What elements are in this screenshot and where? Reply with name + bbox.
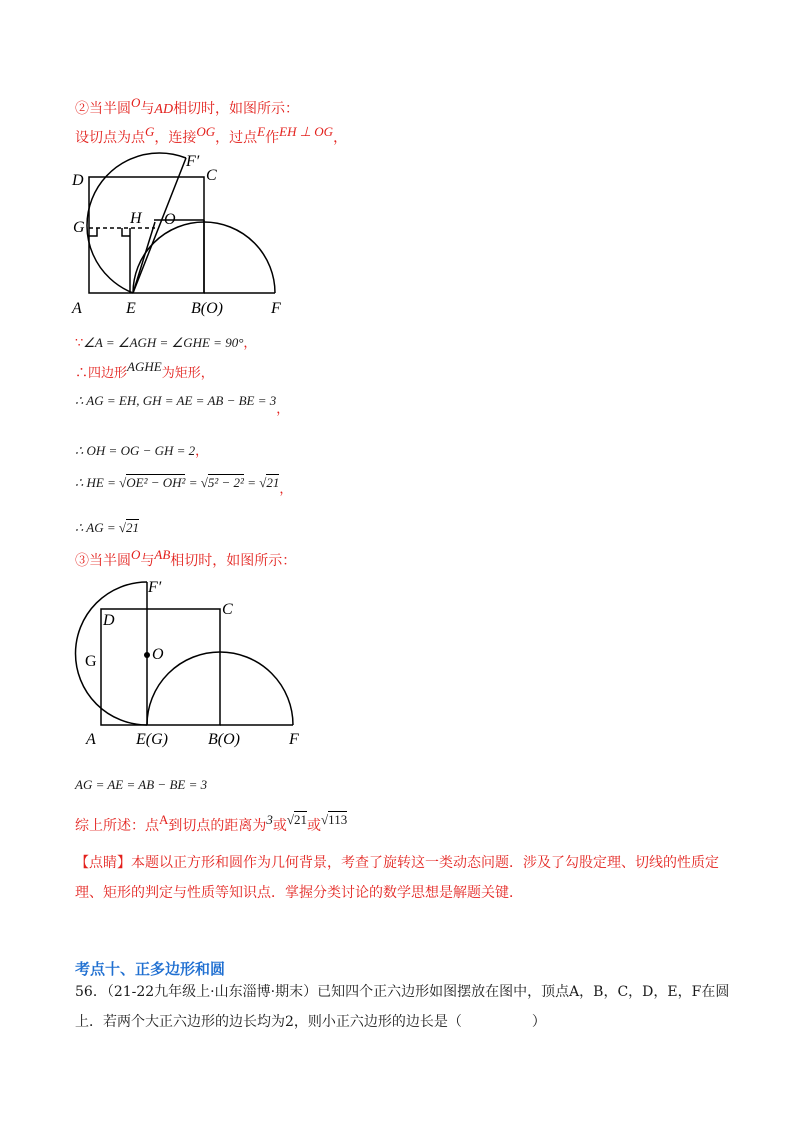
label-h: H	[130, 210, 142, 227]
setup-part3: ，过点	[215, 130, 258, 146]
step-he-d: 5² − 2²	[207, 475, 244, 490]
step-ag-eh-post: ，	[276, 402, 290, 417]
label-f-prime: F′	[186, 153, 200, 170]
case2-title-suffix: 相切时，如图所示：	[173, 101, 300, 117]
label-g: G	[73, 219, 85, 236]
case2-title-ad: AD	[154, 102, 174, 117]
figure2-diagram	[0, 570, 800, 760]
step-angles-post: ，	[243, 336, 257, 351]
label2-f: F	[289, 731, 299, 748]
step-case3-math: AG = AE = AB − BE = 3	[75, 777, 208, 792]
step-angles-pre: ∵	[75, 336, 84, 351]
step-ag-a: ∴ AG = √	[75, 520, 127, 535]
label-a: A	[72, 300, 82, 317]
point-o-2	[144, 652, 150, 658]
setup-part5: ，	[333, 130, 348, 146]
label-d: D	[72, 172, 84, 189]
case2-title-prefix: ②当半圆	[75, 101, 131, 117]
summary-v1: 3	[266, 812, 273, 827]
summary-or1: 或	[272, 818, 287, 834]
comment-paragraph: 【点睛】本题以正方形和圆作为几何背景，考查了旋转这一类动态问题．涉及了勾股定理、切线的性质定理、矩形的判定与性质等知识点．掌握分类讨论的数学思想是解题关键．	[75, 855, 719, 901]
setup-eh: EH ⊥ OG	[279, 124, 334, 139]
step-he-b: OE² − OH²	[126, 475, 186, 490]
label-e: E	[126, 300, 136, 317]
summary-pre: 综上所述：点	[75, 818, 159, 834]
step-ag-b: 21	[126, 520, 140, 535]
label-bo: B(O)	[191, 300, 223, 317]
setup-e: E	[257, 124, 266, 139]
setup-part1: 设切点为点	[75, 130, 145, 146]
label-c: C	[206, 167, 217, 184]
step-ag-eh-math: ∴ AG = EH, GH = AE = AB − BE = 3	[75, 393, 277, 408]
label2-g: G	[85, 653, 97, 670]
step-he-post: ，	[279, 482, 293, 497]
step-he-a: ∴ HE = √	[75, 475, 127, 490]
case3-title-o: O	[131, 547, 141, 562]
step-he-f: 21	[266, 475, 280, 490]
step-he	[75, 472, 293, 497]
summary-point-a: A	[159, 812, 169, 827]
case3-title-prefix: ③当半圆	[75, 553, 131, 569]
section-heading: 考点十、正多边形和圆	[75, 960, 226, 978]
step-he-c: = √	[185, 475, 208, 490]
step-rect-post: 为矩形，	[161, 366, 214, 381]
step-rectangle	[75, 359, 214, 381]
case2-title-o: O	[131, 95, 141, 110]
setup-part2: ，连接	[154, 130, 197, 146]
case3-title-ab: AB	[154, 547, 171, 562]
case3-title-mid: 与	[140, 553, 155, 569]
right-angle-g	[89, 228, 97, 236]
question-56: 56．（21-22九年级上·山东淄博·期末）已知四个正六边形如图摆放在图中，顶点A，B，C，D，E，F在圆上．若两个大正六边形的边长均为2，则小正六边形的边长是（ ）	[75, 984, 730, 1030]
summary-mid: 到切点的距离为	[168, 818, 267, 834]
step-ag-result	[75, 520, 139, 536]
step-oh-math: ∴ OH = OG − GH = 2	[75, 443, 196, 458]
step-ag-eh	[75, 390, 290, 417]
setup-part4: 作	[265, 130, 280, 146]
step-rect-pre: ∴四边形	[75, 366, 128, 381]
step-oh	[75, 440, 208, 459]
step-oh-post: ，	[195, 444, 209, 459]
step-case3	[75, 777, 207, 793]
case3-title-suffix: 相切时，如图所示：	[170, 553, 297, 569]
segment-eo	[133, 222, 155, 293]
step-angles	[75, 332, 256, 351]
label2-eg: E(G)	[136, 731, 168, 748]
case3-title	[75, 547, 297, 570]
label-f: F	[271, 300, 281, 317]
summary-v3: 113	[328, 812, 348, 827]
label2-f-prime: F′	[148, 579, 162, 596]
setup-og: OG	[196, 124, 216, 139]
step-rect-math: AGHE	[127, 359, 162, 374]
label2-bo: B(O)	[208, 731, 240, 748]
label2-a: A	[86, 731, 96, 748]
square-abcd-2	[101, 609, 220, 725]
setup-g: G	[145, 124, 155, 139]
label2-o: O	[152, 646, 164, 663]
summary-or2: 或	[307, 818, 322, 834]
label-o: O	[164, 211, 176, 228]
label2-d: D	[103, 612, 115, 629]
case2-title-mid: 与	[140, 101, 155, 117]
step-angles-math: ∠A = ∠AGH = ∠GHE = 90°	[83, 335, 244, 350]
label2-c: C	[222, 601, 233, 618]
summary-line: 综上所述：点A到切点的距离为3或√21或√113	[75, 812, 348, 834]
step-he-e: = √	[243, 475, 267, 490]
figure1-diagram	[0, 0, 800, 330]
summary-v2: 21	[294, 812, 308, 827]
right-angle-h	[122, 228, 130, 236]
